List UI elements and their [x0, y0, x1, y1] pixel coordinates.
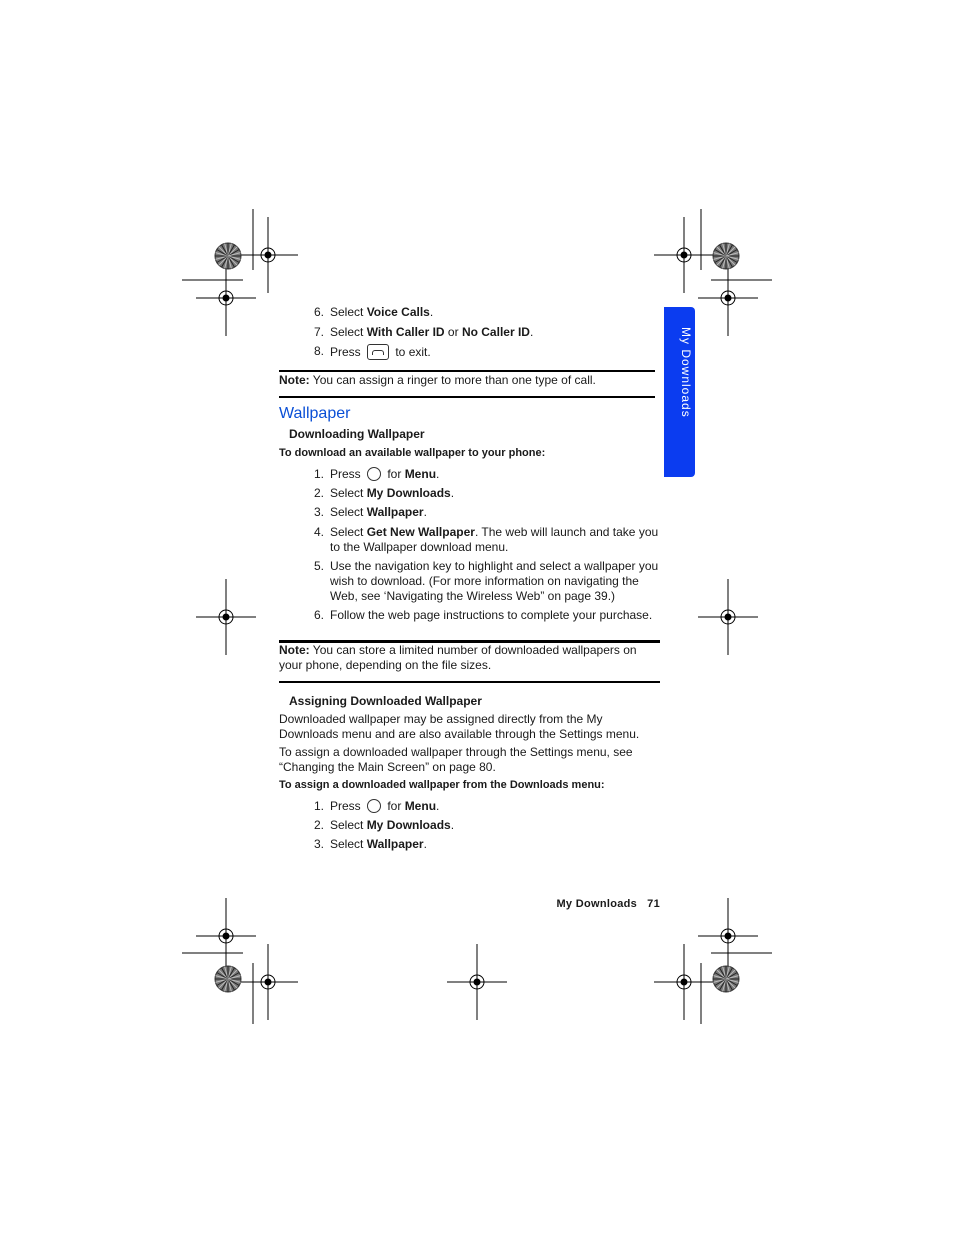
list-item: 2. Select My Downloads. — [313, 486, 455, 500]
subheading: Downloading Wallpaper — [289, 427, 425, 441]
divider — [279, 396, 655, 398]
note: Note: You can assign a ringer to more than one type of call. — [279, 373, 596, 387]
note: Note: You can store a limited number of downloaded wallpapers on your phone, depending on the file sizes. — [279, 643, 637, 672]
paragraph: To assign a downloaded wallpaper through the Settings menu, see “Changing the Main Screen” on page 80. — [279, 745, 633, 774]
list-item: 3. Select Wallpaper. — [313, 505, 427, 519]
subheading: Assigning Downloaded Wallpaper — [289, 694, 482, 708]
divider — [279, 370, 655, 372]
list-item: 6. Select Voice Calls. — [313, 305, 434, 319]
page-footer — [520, 898, 660, 910]
end-key-icon — [367, 344, 389, 360]
menu-key-icon — [367, 467, 381, 481]
list-item: 4. Select Get New Wallpaper. The web will launch and take you to the Wallpaper download menu. — [313, 525, 659, 554]
list-item: 2. Select My Downloads. — [313, 818, 455, 832]
footer-section: My Downloads — [556, 898, 638, 910]
procedure-heading: To download an available wallpaper to your phone: — [279, 447, 546, 459]
side-tab — [664, 307, 695, 477]
list-item: 1. Press for Menu. — [313, 467, 440, 481]
list-item: 5. Use the navigation key to highlight and select a wallpaper you wish to download. (For more information on navigating the Web, see ‘Navigating the Wireless Web” on page 39.) — [313, 559, 659, 603]
section-title: Wallpaper — [279, 405, 351, 422]
divider — [279, 681, 660, 683]
paragraph: Downloaded wallpaper may be assigned directly from the My Downloads menu and are also available through the Settings menu. — [279, 712, 640, 741]
procedure-heading: To assign a downloaded wallpaper from the Downloads menu: — [279, 779, 605, 791]
list-item: 7. Select With Caller ID or No Caller ID. — [313, 325, 534, 339]
list-item: 3. Select Wallpaper. — [313, 837, 427, 851]
page-number: 71 — [647, 898, 660, 910]
side-tab-label: My Downloads — [679, 327, 693, 418]
list-item: 1. Press for Menu. — [313, 799, 440, 813]
list-item: 6. Follow the web page instructions to complete your purchase. — [313, 608, 653, 622]
list-item: 8. Press to exit. — [313, 344, 431, 359]
menu-key-icon — [367, 799, 381, 813]
